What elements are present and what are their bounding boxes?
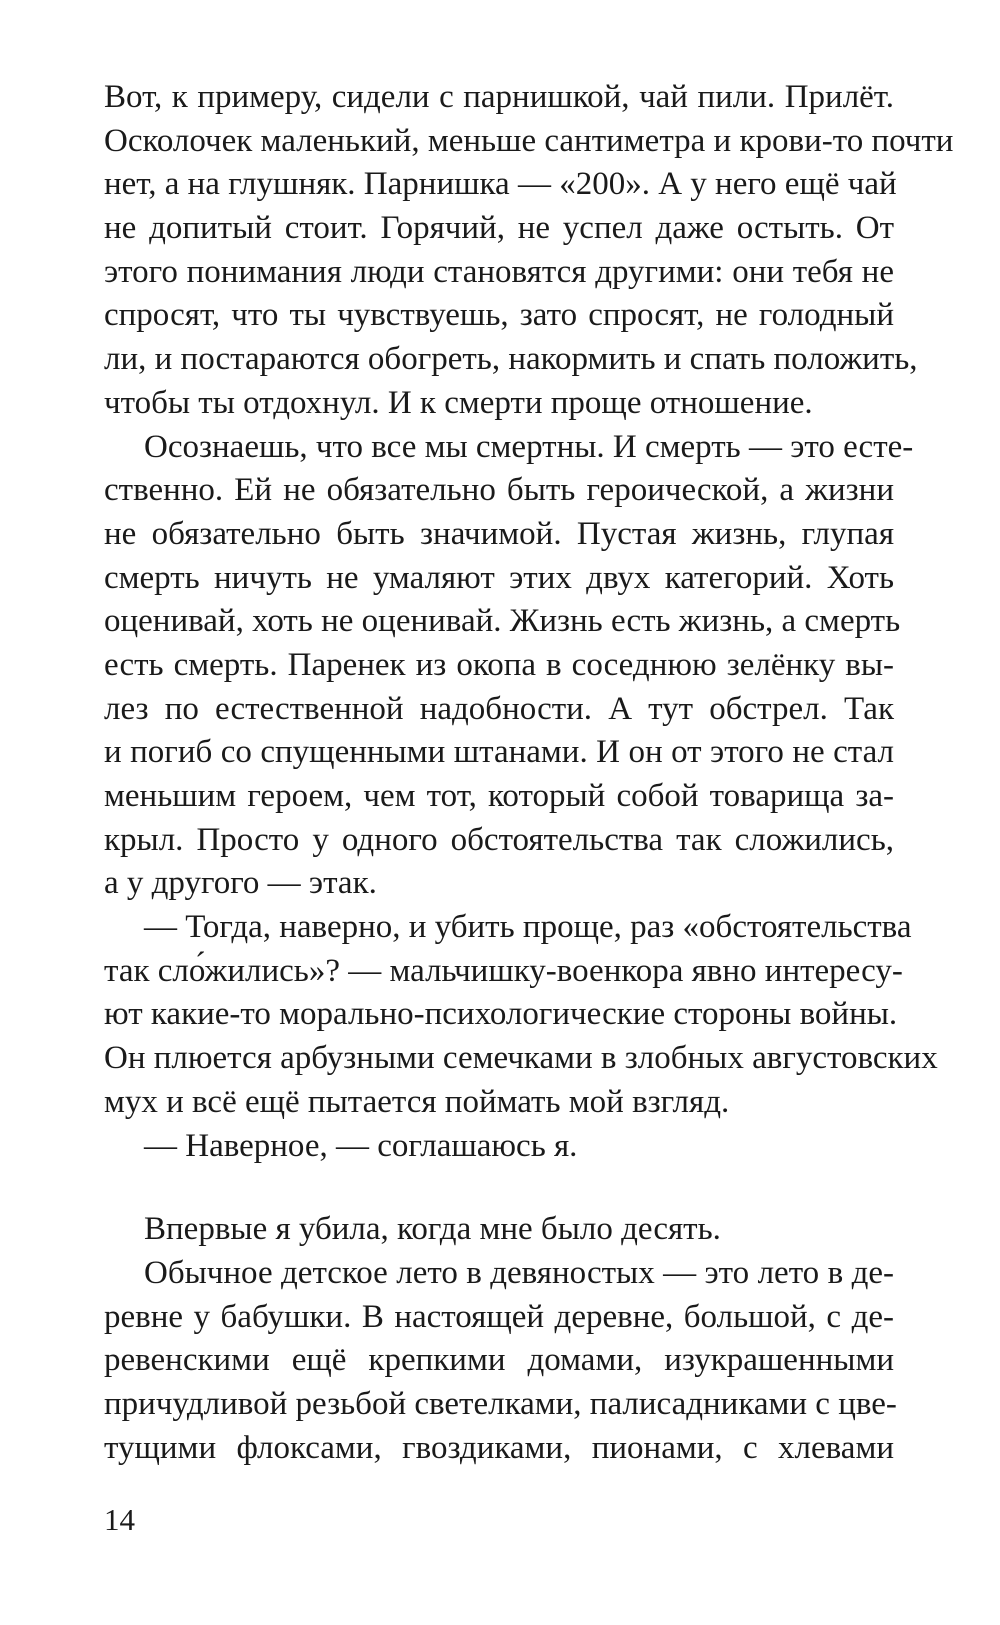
text-line: а у другого — этак. [104, 865, 377, 902]
text-line: Осознаешь, что все мы смертны. И смерть — это есте- [144, 428, 914, 465]
section-break [104, 1168, 894, 1208]
text-line: ревне у бабушки. В настоящей деревне, большой, с де- [104, 1298, 894, 1335]
text-line: лез по естественной надобности. А тут обстрел. Так [104, 690, 894, 727]
text-line: не допитый стоит. Горячий, не успел даже остыть. От [104, 210, 894, 247]
text-line: Он плюется арбузными семечками в злобных августовских [104, 1040, 938, 1077]
text-line: мух и всё ещё пытается поймать мой взгляд. [104, 1083, 730, 1120]
text-line: — Тогда, наверно, и убить проще, раз «обстоятельства [144, 909, 912, 946]
text-line: этого понимания люди становятся другими: они тебя не [104, 253, 894, 290]
text-line: Обычное детское лето в девяностых — это лето в де- [144, 1254, 894, 1291]
text-line: ли, и постараются обогреть, накормить и спать положить, [104, 341, 918, 378]
text-line: Впервые я убила, когда мне было десять. [144, 1211, 721, 1248]
page-number: 14 [104, 1502, 135, 1537]
text-line: — Наверное, — соглашаюсь я. [144, 1127, 578, 1164]
text-line: крыл. Просто у одного обстоятельства так сложились, [104, 821, 894, 858]
text-line: ственно. Ей не обязательно быть героической, а жизни [104, 472, 894, 509]
text-line: ют какие-то морально-психологические стороны войны. [104, 996, 898, 1033]
text-line: ревенскими ещё крепкими домами, изукрашенными [104, 1342, 894, 1379]
text-line: Вот, к примеру, сидели с парнишкой, чай пили. Прилёт. [104, 79, 894, 115]
text-line: Осколочек маленький, меньше сантиметра и крови-то почти [104, 122, 954, 159]
text-line: есть смерть. Паренек из окопа в соседнюю зелёнку вы- [104, 646, 894, 683]
text-line: не обязательно быть значимой. Пустая жизнь, глупая [104, 515, 894, 552]
text-line: чтобы ты отдохнул. И к смерти проще отношение. [104, 384, 813, 421]
text-line: меньшим героем, чем тот, который собой товарища за- [104, 778, 894, 814]
body-text [104, 76, 954, 1470]
text-line: и погиб со спущенными штанами. И он от этого не стал [104, 734, 894, 771]
text-line: спросят, что ты чувствуешь, зато спросят, не голодный [104, 297, 894, 334]
text-line: причудливой резьбой светелками, палисадниками с цве- [104, 1385, 897, 1422]
text-line: нет, а на глушняк. Парнишка — «200». А у него ещё чай [104, 166, 897, 203]
text-line: так сло́жились»? — мальчишку-военкора явно интересу- [104, 952, 903, 989]
text-line: тущими флоксами, гвоздиками, пионами, с хлевами [104, 1429, 894, 1466]
text-line: смерть ничуть не умаляют этих двух категорий. Хоть [104, 559, 894, 596]
text-line: оценивай, хоть не оценивай. Жизнь есть жизнь, а смерть [104, 603, 901, 640]
